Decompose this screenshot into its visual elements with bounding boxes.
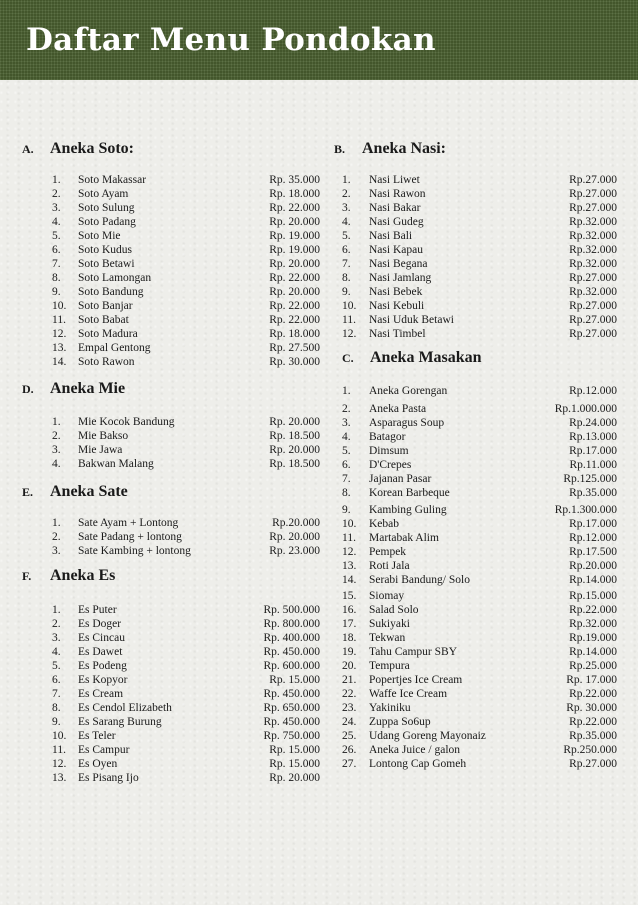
item-name: Soto Lamongan	[78, 272, 152, 284]
item-price: Rp.20.000	[569, 560, 617, 572]
item-price: Rp.15.000	[569, 590, 617, 602]
section-letter: C.	[342, 351, 354, 365]
item-name: Mie Jawa	[78, 444, 123, 456]
item-number: 1.	[342, 385, 351, 397]
page-title: Daftar Menu Pondokan	[26, 22, 436, 58]
item-name: Kambing Guling	[369, 504, 447, 516]
item-name: Dimsum	[369, 445, 409, 457]
item-price: Rp.35.000	[569, 730, 617, 742]
section-letter: B.	[334, 142, 346, 156]
item-price: Rp. 19.000	[269, 244, 320, 256]
item-name: Udang Goreng Mayonaiz	[369, 730, 486, 742]
item-number: 6.	[52, 244, 61, 256]
section-title: Aneka Nasi:	[362, 140, 447, 157]
item-name: Sukiyaki	[369, 618, 410, 630]
item-name: Es Oyen	[78, 758, 118, 770]
item-price: Rp. 30.000	[269, 356, 320, 368]
item-number: 11.	[52, 744, 66, 756]
item-number: 16.	[342, 604, 357, 616]
item-name: Tempura	[369, 660, 410, 672]
item-name: Sate Padang + lontong	[78, 531, 182, 543]
section-letter: E.	[22, 485, 34, 499]
item-number: 4.	[52, 216, 61, 228]
item-number: 3.	[342, 202, 351, 214]
item-name: Martabak Alim	[369, 532, 439, 544]
item-number: 13.	[342, 560, 357, 572]
item-price: Rp.32.000	[569, 286, 617, 298]
item-price: Rp.27.000	[569, 188, 617, 200]
header-banner	[0, 0, 638, 80]
item-price: Rp. 650.000	[263, 702, 320, 714]
item-number: 6.	[52, 674, 61, 686]
item-number: 1.	[52, 416, 61, 428]
item-name: Aneka Juice / galon	[369, 744, 461, 756]
item-price: Rp. 500.000	[263, 604, 320, 616]
item-price: Rp. 750.000	[263, 730, 320, 742]
item-number: 13.	[52, 342, 67, 354]
item-number: 24.	[342, 716, 357, 728]
item-price: Rp. 27.500	[269, 342, 320, 354]
item-name: Sate Kambing + lontong	[78, 545, 191, 557]
item-price: Rp.1.300.000	[554, 504, 617, 516]
item-number: 1.	[52, 174, 61, 186]
item-price: Rp. 15.000	[269, 674, 320, 686]
item-name: Batagor	[369, 431, 406, 443]
item-name: Popertjes Ice Cream	[369, 674, 463, 686]
item-price: Rp. 23.000	[269, 545, 320, 557]
item-name: Nasi Jamlang	[369, 272, 432, 284]
item-number: 11.	[52, 314, 66, 326]
item-number: 9.	[342, 504, 351, 516]
item-number: 14.	[342, 574, 357, 586]
item-price: Rp.24.000	[569, 417, 617, 429]
item-name: Es Cendol Elizabeth	[78, 702, 172, 714]
item-price: Rp.1.000.000	[554, 403, 617, 415]
item-number: 3.	[52, 202, 61, 214]
item-number: 17.	[342, 618, 357, 630]
item-number: 2.	[52, 188, 61, 200]
item-name: Es Doger	[78, 618, 122, 630]
item-price: Rp.27.000	[569, 202, 617, 214]
item-name: Soto Sulung	[78, 202, 135, 214]
item-name: Soto Mie	[78, 230, 121, 242]
item-price: Rp.35.000	[569, 487, 617, 499]
item-name: Waffe Ice Cream	[369, 688, 448, 700]
item-name: Siomay	[369, 590, 405, 602]
section-letter: A.	[22, 142, 34, 156]
item-name: Lontong Cap Gomeh	[369, 758, 467, 770]
item-price: Rp. 450.000	[263, 716, 320, 728]
item-number: 15.	[342, 590, 357, 602]
item-name: Soto Padang	[78, 216, 136, 228]
section-heading	[22, 140, 134, 158]
item-price: Rp. 19.000	[269, 230, 320, 242]
item-price: Rp.32.000	[569, 216, 617, 228]
item-price: Rp.19.000	[569, 632, 617, 644]
item-number: 11.	[342, 314, 356, 326]
item-number: 22.	[342, 688, 357, 700]
item-price: Rp. 22.000	[269, 202, 320, 214]
section-heading	[22, 483, 128, 501]
item-number: 27.	[342, 758, 357, 770]
item-name: Es Teler	[78, 730, 116, 742]
item-number: 3.	[52, 444, 61, 456]
item-number: 21.	[342, 674, 357, 686]
item-name: Es Pisang Ijo	[78, 772, 139, 784]
item-price: Rp. 35.000	[269, 174, 320, 186]
item-name: Mie Bakso	[78, 430, 129, 442]
item-name: Jajanan Pasar	[369, 473, 432, 485]
item-price: Rp. 400.000	[263, 632, 320, 644]
item-number: 25.	[342, 730, 357, 742]
item-number: 1.	[52, 517, 61, 529]
item-price: Rp. 22.000	[269, 314, 320, 326]
item-number: 8.	[52, 702, 61, 714]
item-name: Soto Babat	[78, 314, 129, 326]
item-number: 9.	[52, 716, 61, 728]
item-number: 7.	[52, 258, 61, 270]
item-price: Rp. 18.000	[269, 328, 320, 340]
item-number: 4.	[342, 216, 351, 228]
section-letter: D.	[22, 382, 34, 396]
item-number: 1.	[52, 604, 61, 616]
item-price: Rp. 20.000	[269, 416, 320, 428]
item-name: Tekwan	[369, 632, 406, 644]
item-number: 5.	[52, 230, 61, 242]
item-number: 3.	[52, 545, 61, 557]
item-name: Nasi Begana	[369, 258, 428, 270]
item-price: Rp. 20.000	[269, 531, 320, 543]
item-price: Rp. 22.000	[269, 272, 320, 284]
item-name: Soto Ayam	[78, 188, 129, 200]
item-number: 9.	[342, 286, 351, 298]
item-name: Es Dawet	[78, 646, 123, 658]
item-price: Rp.12.000	[569, 532, 617, 544]
item-name: Nasi Timbel	[369, 328, 426, 340]
item-name: Bakwan Malang	[78, 458, 154, 470]
item-name: Es Cincau	[78, 632, 125, 644]
item-price: Rp. 20.000	[269, 258, 320, 270]
item-name: Sate Ayam + Lontong	[78, 517, 179, 529]
item-price: Rp. 20.000	[269, 772, 320, 784]
item-number: 12.	[52, 328, 67, 340]
item-price: Rp. 18.500	[269, 458, 320, 470]
section-title: Aneka Es	[50, 567, 116, 584]
item-name: Nasi Uduk Betawi	[369, 314, 454, 326]
item-price: Rp.250.000	[563, 744, 617, 756]
item-number: 23.	[342, 702, 357, 714]
item-number: 14.	[52, 356, 67, 368]
item-price: Rp. 20.000	[269, 444, 320, 456]
item-price: Rp.17.000	[569, 518, 617, 530]
item-number: 10.	[52, 300, 67, 312]
item-name: Nasi Bebek	[369, 286, 423, 298]
item-number: 10.	[342, 518, 357, 530]
item-price: Rp. 20.000	[269, 216, 320, 228]
item-number: 5.	[52, 660, 61, 672]
item-name: Es Puter	[78, 604, 117, 616]
item-name: Soto Betawi	[78, 258, 135, 270]
item-price: Rp.27.000	[569, 328, 617, 340]
item-price: Rp.11.000	[569, 459, 617, 471]
item-number: 12.	[342, 328, 357, 340]
item-price: Rp. 800.000	[263, 618, 320, 630]
item-name: Nasi Kapau	[369, 244, 423, 256]
item-name: Nasi Gudeg	[369, 216, 424, 228]
item-price: Rp.32.000	[569, 618, 617, 630]
item-number: 1.	[342, 174, 351, 186]
item-price: Rp.125.000	[563, 473, 617, 485]
item-number: 19.	[342, 646, 357, 658]
item-number: 7.	[342, 473, 351, 485]
item-number: 8.	[342, 272, 351, 284]
item-name: Soto Kudus	[78, 244, 132, 256]
item-price: Rp.27.000	[569, 314, 617, 326]
item-name: Soto Bandung	[78, 286, 144, 298]
item-price: Rp. 30.000	[566, 702, 617, 714]
item-name: Nasi Bakar	[369, 202, 421, 214]
item-price: Rp.14.000	[569, 646, 617, 658]
item-number: 10.	[342, 300, 357, 312]
item-name: Es Sarang Burung	[78, 716, 162, 728]
item-price: Rp.32.000	[569, 244, 617, 256]
item-name: Es Kopyor	[78, 674, 128, 686]
item-number: 2.	[52, 531, 61, 543]
item-number: 7.	[52, 688, 61, 700]
section-heading	[342, 349, 482, 367]
item-name: Soto Madura	[78, 328, 138, 340]
section-letter: F.	[22, 569, 32, 583]
item-number: 4.	[52, 646, 61, 658]
item-number: 20.	[342, 660, 357, 672]
item-price: Rp. 600.000	[263, 660, 320, 672]
item-number: 2.	[52, 430, 61, 442]
section-title: Aneka Sate	[50, 483, 128, 500]
item-price: Rp.32.000	[569, 230, 617, 242]
item-number: 2.	[342, 403, 351, 415]
item-number: 9.	[52, 286, 61, 298]
item-number: 3.	[52, 632, 61, 644]
item-name: Serabi Bandung/ Solo	[369, 574, 470, 586]
item-name: Empal Gentong	[78, 342, 151, 354]
item-number: 4.	[52, 458, 61, 470]
item-price: Rp.14.000	[569, 574, 617, 586]
item-name: Es Podeng	[78, 660, 127, 672]
item-price: Rp.27.000	[569, 174, 617, 186]
item-name: D'Crepes	[369, 459, 412, 471]
section-heading	[334, 140, 446, 158]
item-price: Rp. 450.000	[263, 688, 320, 700]
item-number: 2.	[342, 188, 351, 200]
item-name: Nasi Liwet	[369, 174, 420, 186]
item-price: Rp.22.000	[569, 604, 617, 616]
item-name: Asparagus Soup	[369, 417, 445, 429]
item-number: 10.	[52, 730, 67, 742]
item-number: 12.	[342, 546, 357, 558]
item-number: 8.	[342, 487, 351, 499]
item-number: 11.	[342, 532, 356, 544]
item-price: Rp. 22.000	[269, 300, 320, 312]
item-price: Rp.20.000	[272, 517, 320, 529]
item-price: Rp. 15.000	[269, 758, 320, 770]
item-name: Aneka Pasta	[369, 403, 427, 415]
item-number: 3.	[342, 417, 351, 429]
item-price: Rp.17.500	[569, 546, 617, 558]
item-name: Nasi Bali	[369, 230, 413, 242]
item-name: Salad Solo	[369, 604, 419, 616]
item-name: Zuppa So6up	[369, 716, 431, 728]
item-price: Rp.27.000	[569, 272, 617, 284]
section-title: Aneka Mie	[50, 380, 126, 397]
item-number: 4.	[342, 431, 351, 443]
item-name: Soto Makassar	[78, 174, 147, 186]
item-number: 13.	[52, 772, 67, 784]
item-number: 2.	[52, 618, 61, 630]
item-price: Rp. 15.000	[269, 744, 320, 756]
item-number: 8.	[52, 272, 61, 284]
item-number: 6.	[342, 459, 351, 471]
item-price: Rp.27.000	[569, 758, 617, 770]
item-price: Rp. 17.000	[566, 674, 617, 686]
item-price: Rp. 18.500	[269, 430, 320, 442]
item-price: Rp. 450.000	[263, 646, 320, 658]
item-name: Yakiniku	[369, 702, 411, 714]
item-name: Tahu Campur SBY	[369, 646, 457, 658]
item-price: Rp. 20.000	[269, 286, 320, 298]
section-heading	[22, 567, 115, 585]
item-name: Aneka Gorengan	[369, 385, 448, 397]
item-price: Rp.17.000	[569, 445, 617, 457]
item-price: Rp.32.000	[569, 258, 617, 270]
item-name: Roti Jala	[369, 560, 410, 572]
item-name: Soto Rawon	[78, 356, 135, 368]
item-number: 7.	[342, 258, 351, 270]
item-number: 5.	[342, 445, 351, 457]
item-price: Rp.22.000	[569, 716, 617, 728]
item-price: Rp.22.000	[569, 688, 617, 700]
section-title: Aneka Masakan	[370, 349, 482, 366]
item-number: 18.	[342, 632, 357, 644]
item-name: Es Cream	[78, 688, 124, 700]
item-price: Rp.25.000	[569, 660, 617, 672]
item-name: Nasi Rawon	[369, 188, 426, 200]
item-name: Pempek	[369, 546, 407, 558]
item-name: Mie Kocok Bandung	[78, 416, 175, 428]
item-name: Es Campur	[78, 744, 130, 756]
item-name: Soto Banjar	[78, 300, 133, 312]
item-name: Korean Barbeque	[369, 487, 450, 499]
section-heading	[22, 380, 125, 398]
item-number: 26.	[342, 744, 357, 756]
item-number: 5.	[342, 230, 351, 242]
item-price: Rp.12.000	[569, 385, 617, 397]
item-name: Nasi Kebuli	[369, 300, 425, 312]
item-number: 12.	[52, 758, 67, 770]
item-name: Kebab	[369, 518, 400, 530]
item-price: Rp. 18.000	[269, 188, 320, 200]
item-price: Rp.13.000	[569, 431, 617, 443]
section-title: Aneka Soto:	[50, 140, 135, 157]
item-number: 6.	[342, 244, 351, 256]
item-price: Rp.27.000	[569, 300, 617, 312]
